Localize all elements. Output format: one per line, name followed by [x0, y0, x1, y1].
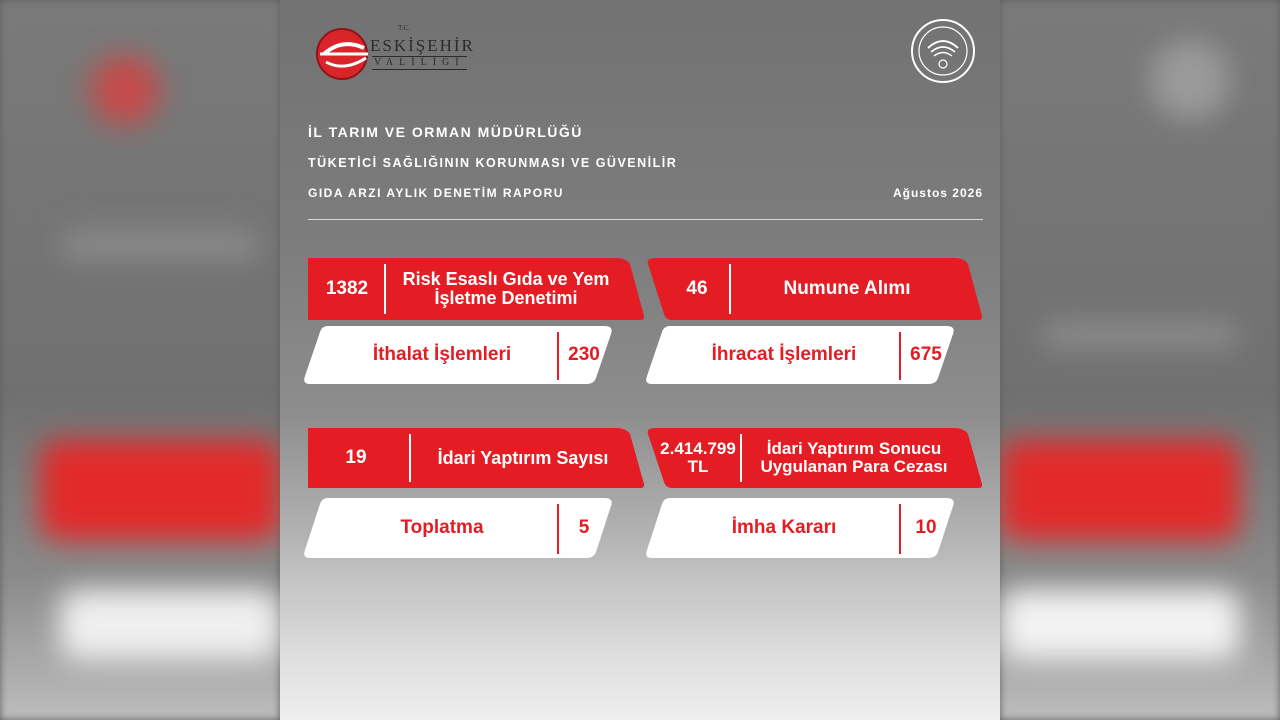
- stat-toplatma-band: [304, 498, 614, 558]
- stat-idari-band: [308, 428, 644, 488]
- background-blur-right: [1000, 0, 1280, 720]
- stat-ihracat-band: [646, 326, 956, 384]
- stat-numune-band: [646, 258, 982, 320]
- report-title-line2: TÜKETİCİ SAĞLIĞININ KORUNMASI VE GÜVENİLİR: [308, 156, 678, 170]
- stat-idari-label: İdari Yaptırım Sayısı: [437, 447, 609, 468]
- divider: [899, 504, 901, 554]
- stat-numune-value: 46: [686, 278, 708, 300]
- stat-risk-band: [308, 258, 644, 320]
- stat-imha-value: 10: [915, 517, 937, 539]
- ministry-seal-icon: [910, 18, 976, 84]
- divider: [557, 332, 559, 380]
- stat-ihracat-value: 675: [910, 344, 942, 366]
- report-date: Ağustos 2026: [892, 186, 983, 200]
- report-title-line1: İL TARIM VE ORMAN MÜDÜRLÜĞÜ: [308, 124, 583, 140]
- divider: [384, 264, 386, 314]
- logo-tc-text: T.C.: [398, 24, 410, 32]
- divider: [409, 434, 411, 482]
- stat-toplatma-label: Toplatma: [400, 517, 484, 539]
- stat-risk-label: Risk Esaslı Gıda ve Yem İşletme Denetimi: [402, 269, 610, 308]
- background-blur-left: [0, 0, 280, 720]
- stat-ithalat-band: [304, 326, 614, 384]
- stat-ceza-band: [646, 428, 982, 488]
- divider: [729, 264, 731, 314]
- report-card: [280, 0, 1000, 720]
- stat-ihracat-label: İhracat İşlemleri: [711, 344, 857, 366]
- logo-sub-text: VALİLİĞİ: [374, 57, 465, 68]
- stat-ithalat-value: 230: [568, 344, 600, 366]
- stat-ithalat-label: İthalat İşlemleri: [372, 344, 512, 366]
- divider: [740, 434, 742, 482]
- header-divider: [308, 219, 983, 220]
- stat-numune-label: Numune Alımı: [783, 278, 911, 300]
- stat-imha-label: İmha Kararı: [731, 517, 837, 539]
- stat-ceza-value: 2.414.799 TL: [660, 439, 736, 476]
- stat-toplatma-value: 5: [578, 517, 590, 539]
- report-title-line3: GIDA ARZI AYLIK DENETİM RAPORU: [308, 186, 564, 200]
- divider: [557, 504, 559, 554]
- stat-imha-band: [646, 498, 956, 558]
- stat-ceza-label: İdari Yaptırım Sonucu Uygulanan Para Cezası: [760, 439, 948, 476]
- stat-risk-value: 1382: [325, 278, 369, 300]
- logo-name-text: ESKİŞEHİR: [370, 36, 475, 55]
- divider: [899, 332, 901, 380]
- stat-idari-value: 19: [345, 447, 367, 469]
